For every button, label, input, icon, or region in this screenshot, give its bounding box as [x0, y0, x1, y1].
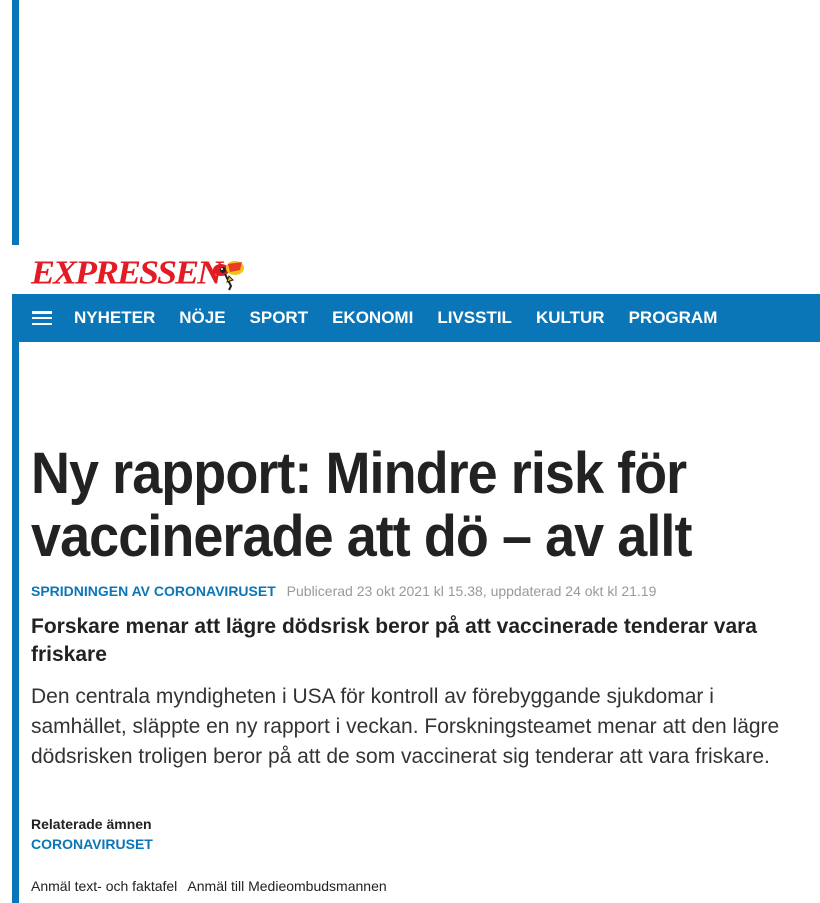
article-body: Den centrala myndigheten i USA för kontroll av förebyggande sjukdomar i samhället, släppte en ny rapport i veckan. Forskningsteamet menar att den lägre dödsrisken troligen beror på att de som vaccinerat sig tenderar att vara friskare. [31, 685, 780, 768]
publish-dates: Publicerad 23 okt 2021 kl 15.38, uppdaterad 24 okt kl 21.19 [286, 583, 657, 599]
related-topics-label: Relaterade ämnen [31, 816, 152, 832]
nav-item-program[interactable]: PROGRAM [628, 308, 718, 327]
report-error-link[interactable]: Anmäl text- och faktafel [31, 878, 178, 894]
expressen-logo[interactable] [31, 254, 245, 294]
nav-item-sport[interactable]: SPORT [249, 308, 309, 327]
article-lead: Forskare menar att lägre dödsrisk beror på att vaccinerade tenderar vara friskare [31, 615, 757, 666]
logo-wordmark: EXPRESSEN [31, 253, 222, 291]
nav-item-nyheter[interactable]: NYHETER [74, 308, 156, 327]
article-headline: Ny rapport: Mindre risk för vaccinerade att dö – av allt [31, 441, 692, 569]
left-accent-bar-bottom [12, 342, 19, 903]
left-accent-bar-top [12, 0, 19, 245]
report-links [31, 878, 394, 894]
nav-item-kultur[interactable]: KULTUR [535, 308, 605, 327]
report-ombudsman-link[interactable]: Anmäl till Medieombudsmannen [187, 878, 387, 894]
nav-item-ekonomi[interactable]: EKONOMI [332, 308, 414, 327]
nav-item-livsstil[interactable]: LIVSSTIL [437, 308, 512, 327]
related-topic-link[interactable]: CORONAVIRUSET [31, 836, 153, 852]
main-navigation [12, 294, 820, 342]
hamburger-menu-icon[interactable] [32, 311, 52, 325]
nav-item-noje[interactable]: NÖJE [179, 308, 226, 327]
category-link[interactable]: SPRIDNINGEN AV CORONAVIRUSET [31, 583, 276, 599]
article-meta [31, 583, 656, 599]
